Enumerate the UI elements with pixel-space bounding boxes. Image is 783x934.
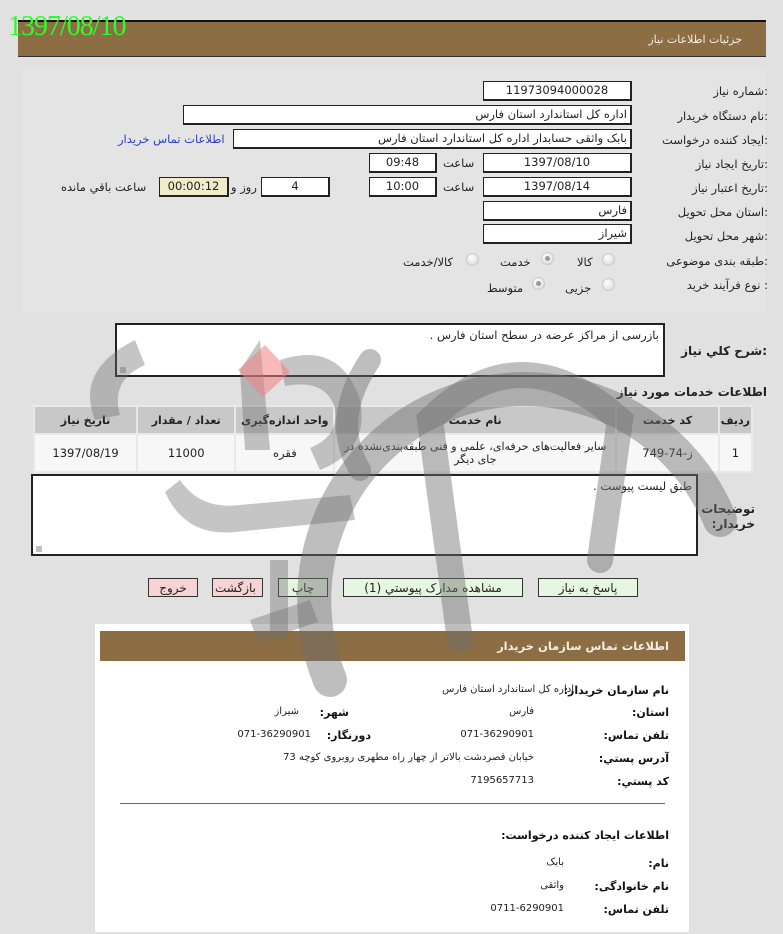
postal-code-value: 7195657713: [470, 775, 534, 786]
creator-section-title: اطلاعات ایجاد کننده درخواست:: [501, 829, 669, 842]
creator-phone-label: تلفن تماس:: [603, 903, 669, 916]
province-value: فارس: [509, 706, 534, 717]
print-button[interactable]: چاپ: [278, 578, 328, 597]
days-label: روز و: [231, 180, 257, 194]
buyer-notes-text: طبق لیست پیوست .: [593, 479, 692, 493]
back-button[interactable]: بازگشت: [212, 578, 263, 597]
category-goods-radio[interactable]: [602, 253, 615, 266]
reply-button[interactable]: پاسخ به نیاز: [538, 578, 638, 597]
col-name: نام خدمت: [334, 406, 616, 434]
created-time-field[interactable]: 09:48: [369, 153, 437, 173]
cell-unit: فقره: [235, 434, 334, 472]
resize-grip-icon[interactable]: [36, 546, 42, 552]
validity-time-label: ساعت: [443, 180, 475, 194]
buyer-contact-link[interactable]: اطلاعات تماس خریدار: [118, 132, 225, 146]
need-number-field[interactable]: 11973094000028: [483, 81, 632, 101]
category-both-radio[interactable]: [466, 253, 479, 266]
city-label: شهر:: [319, 706, 349, 719]
buyer-contact-card: [95, 624, 689, 932]
page-header: [18, 20, 766, 57]
exit-button[interactable]: خروج: [148, 578, 198, 597]
category-goods-label: کالا: [577, 255, 593, 269]
col-row: ردیف: [719, 406, 752, 434]
buyer-org-label: نام دستگاه خریدار:: [677, 109, 768, 123]
cell-row: 1: [719, 434, 752, 472]
phone-value: 071-36290901: [460, 729, 534, 740]
fax-value: 071-36290901: [237, 729, 311, 740]
validity-date-label: تاریخ اعتبار نیاز:: [692, 181, 768, 195]
page-title: جزئیات اطلاعات نیاز: [648, 33, 742, 46]
need-number-label: شماره نیاز:: [713, 84, 768, 98]
purchase-minor-label: جزیی: [565, 281, 592, 295]
buyer-notes-label-2: خریدار:: [711, 517, 755, 531]
validity-date-field[interactable]: 1397/08/14: [483, 177, 632, 197]
category-label: طبقه بندی موضوعی:: [666, 254, 768, 268]
buyer-notes-label-1: توضیحات: [701, 502, 755, 516]
delivery-province-label: استان محل تحویل:: [677, 205, 768, 219]
province-label: استان:: [632, 706, 669, 719]
created-date-label: تاریخ ایجاد نیاز:: [695, 157, 768, 171]
table-row: [34, 434, 752, 472]
purchase-type-label: نوع فرآیند خرید :: [686, 278, 768, 292]
category-both-label: کالا/خدمت: [403, 255, 454, 269]
created-time-label: ساعت: [443, 156, 475, 170]
table-header-row: [34, 406, 752, 434]
creator-phone-value: 0711-6290901: [490, 903, 564, 914]
col-date: تاریخ نیاز: [34, 406, 137, 434]
requester-label: ایجاد کننده درخواست:: [662, 133, 768, 147]
services-section-title: اطلاعات خدمات مورد نیاز: [616, 385, 767, 399]
validity-time-field[interactable]: 10:00: [369, 177, 437, 197]
org-value: اداره کل استاندارد استان فارس: [442, 684, 574, 695]
buyer-notes-textarea[interactable]: [31, 474, 698, 556]
first-name-value: بابک: [546, 857, 564, 868]
cell-name: سایر فعالیت‌های حرفه‌ای، علمی و فنی طبقه‌بندی‌نشده در جای دیگر: [334, 434, 616, 472]
last-name-label: نام خانوادگی:: [594, 880, 669, 893]
address-label: آدرس پستي:: [598, 752, 669, 765]
purchase-medium-label: متوسط: [487, 281, 524, 295]
view-attachments-button[interactable]: مشاهده مدارک پیوستي (1): [343, 578, 523, 597]
last-name-value: واثقی: [540, 880, 564, 891]
purchase-medium-radio[interactable]: [532, 277, 545, 290]
cell-quantity: 11000: [137, 434, 235, 472]
contact-card-title: اطلاعات تماس سازمان خریدار: [497, 639, 669, 653]
remaining-days-field[interactable]: 4: [261, 177, 330, 197]
delivery-province-field[interactable]: فارس: [483, 201, 632, 221]
purchase-minor-radio[interactable]: [602, 278, 615, 291]
delivery-city-field[interactable]: شیراز: [483, 224, 632, 244]
address-value: خیابان قصردشت بالاتر از چهار راه مطهری روبروی کوچه 73: [283, 752, 534, 763]
description-textarea[interactable]: [115, 323, 665, 377]
remaining-label: ساعت باقي مانده: [61, 180, 147, 194]
requester-field[interactable]: بابک واثقی حسابدار اداره کل استاندارد استان فارس: [233, 129, 632, 149]
services-table: [33, 405, 753, 473]
phone-label: تلفن تماس:: [603, 729, 669, 742]
description-text: بازرسی از مراکز عرضه در سطح استان فارس .: [429, 328, 659, 342]
first-name-label: نام:: [648, 857, 669, 870]
date-stamp: 1397/08/10: [8, 11, 126, 42]
delivery-city-label: شهر محل تحویل:: [684, 229, 768, 243]
col-code: کد خدمت: [616, 406, 719, 434]
org-label: نام سازمان خریدار:: [563, 684, 669, 697]
contact-card-header: [100, 631, 685, 661]
postal-code-label: کد پستي:: [617, 775, 669, 788]
col-unit: واحد اندازه‌گیری: [235, 406, 334, 434]
cell-code: ز-74-749: [616, 434, 719, 472]
category-service-label: خدمت: [500, 255, 531, 269]
cell-date: 1397/08/19: [34, 434, 137, 472]
resize-grip-icon[interactable]: [120, 367, 126, 373]
description-label: شرح کلي نياز:: [681, 344, 767, 358]
fax-label: دورنگار:: [326, 729, 371, 742]
created-date-field[interactable]: 1397/08/10: [483, 153, 632, 173]
col-quantity: تعداد / مقدار: [137, 406, 235, 434]
buyer-org-field[interactable]: اداره کل استاندارد استان فارس: [183, 105, 632, 125]
category-service-radio[interactable]: [541, 252, 554, 265]
remaining-time-field: 00:00:12: [159, 177, 229, 197]
divider: [120, 803, 665, 804]
city-value: شیراز: [274, 706, 299, 717]
